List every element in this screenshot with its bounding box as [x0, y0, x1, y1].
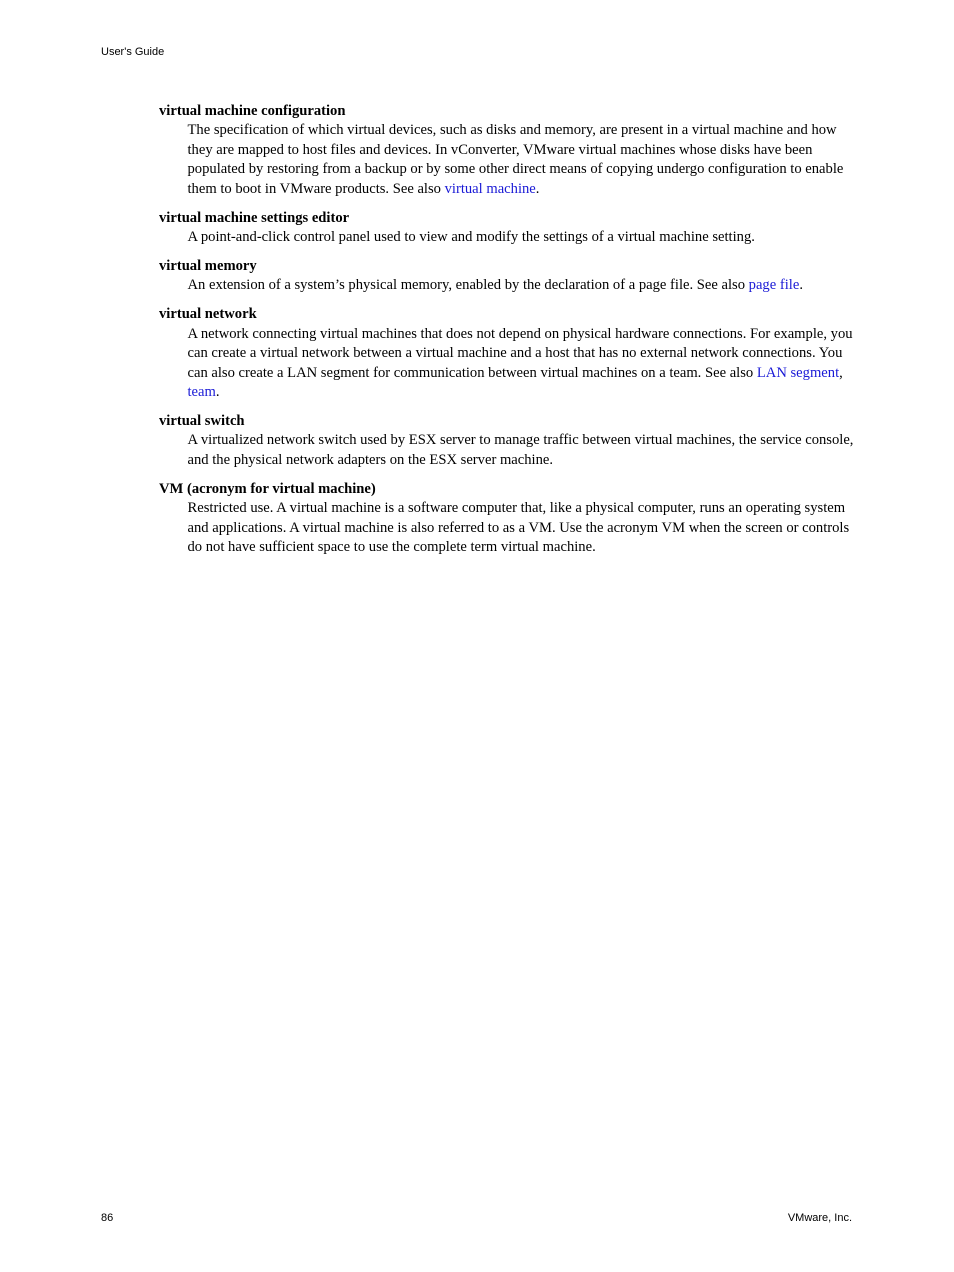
see-also-link[interactable]: page file: [748, 277, 800, 294]
glossary-term: virtual machine configuration: [159, 103, 346, 119]
glossary-entry: [159, 305, 859, 402]
definition-text: An extension of a system’s physical memory, enabled by the declaration of a page file. See also: [187, 277, 749, 294]
definition-separator: ,: [839, 364, 843, 381]
definition-punctuation: .: [535, 180, 540, 197]
glossary-entry: [159, 102, 859, 199]
glossary-term: virtual network: [159, 306, 257, 323]
glossary-list: [159, 102, 859, 567]
page-number: 86: [101, 1212, 114, 1224]
glossary-definition: [188, 325, 860, 403]
glossary-definition: [188, 431, 860, 470]
see-also-link[interactable]: virtual machine: [444, 180, 536, 197]
glossary-definition: [188, 276, 860, 295]
glossary-entry: [159, 480, 859, 558]
definition-punctuation: .: [799, 277, 803, 294]
running-header: User's Guide: [101, 46, 165, 58]
see-also-link[interactable]: team: [187, 384, 216, 401]
glossary-term: virtual memory: [159, 258, 257, 275]
glossary-term: virtual switch: [159, 413, 245, 430]
definition-text: Restricted use. A virtual machine is a software computer that, like a physical computer, runs an operating system and applications. A virtual machine is also referred to as a VM. Use the acronym VM when the screen or controls do not have sufficient space to use the complete term virtual machine.: [187, 500, 850, 556]
see-also-link[interactable]: LAN segment: [756, 364, 840, 381]
definition-text: A point-and-click control panel used to view and modify the settings of a virtual machine setting.: [187, 229, 755, 246]
footer-company: VMware, Inc.: [787, 1212, 852, 1224]
glossary-definition: [188, 228, 860, 247]
definition-text: A virtualized network switch used by ESX server to manage traffic between virtual machines, the service console, and the physical network adapters on the ESX server machine.: [187, 432, 854, 468]
glossary-entry: [159, 257, 859, 296]
glossary-entry: [159, 209, 859, 248]
glossary-term: VM (acronym for virtual machine): [159, 480, 376, 497]
glossary-definition: [188, 499, 860, 557]
definition-text: A network connecting virtual machines that does not depend on physical hardware connections. For example, you can create a virtual network between a virtual machine and a host that has no external network connections. You can also create a LAN segment for communication between virtual machines on a team. See also: [187, 325, 853, 381]
glossary-term: virtual machine settings editor: [159, 209, 350, 226]
glossary-entry: [159, 412, 859, 470]
definition-punctuation: .: [215, 384, 220, 401]
definition-text: The specification of which virtual devices, such as disks and memory, are present in a virtual machine and how they are mapped to host files and devices. In vConverter, VMware virtual machines whose disks have been populated by restoring from a backup or by some other direct means of copying undergo configuration to enable them to boot in VMware products. See also: [187, 122, 844, 197]
glossary-definition: [188, 121, 860, 199]
